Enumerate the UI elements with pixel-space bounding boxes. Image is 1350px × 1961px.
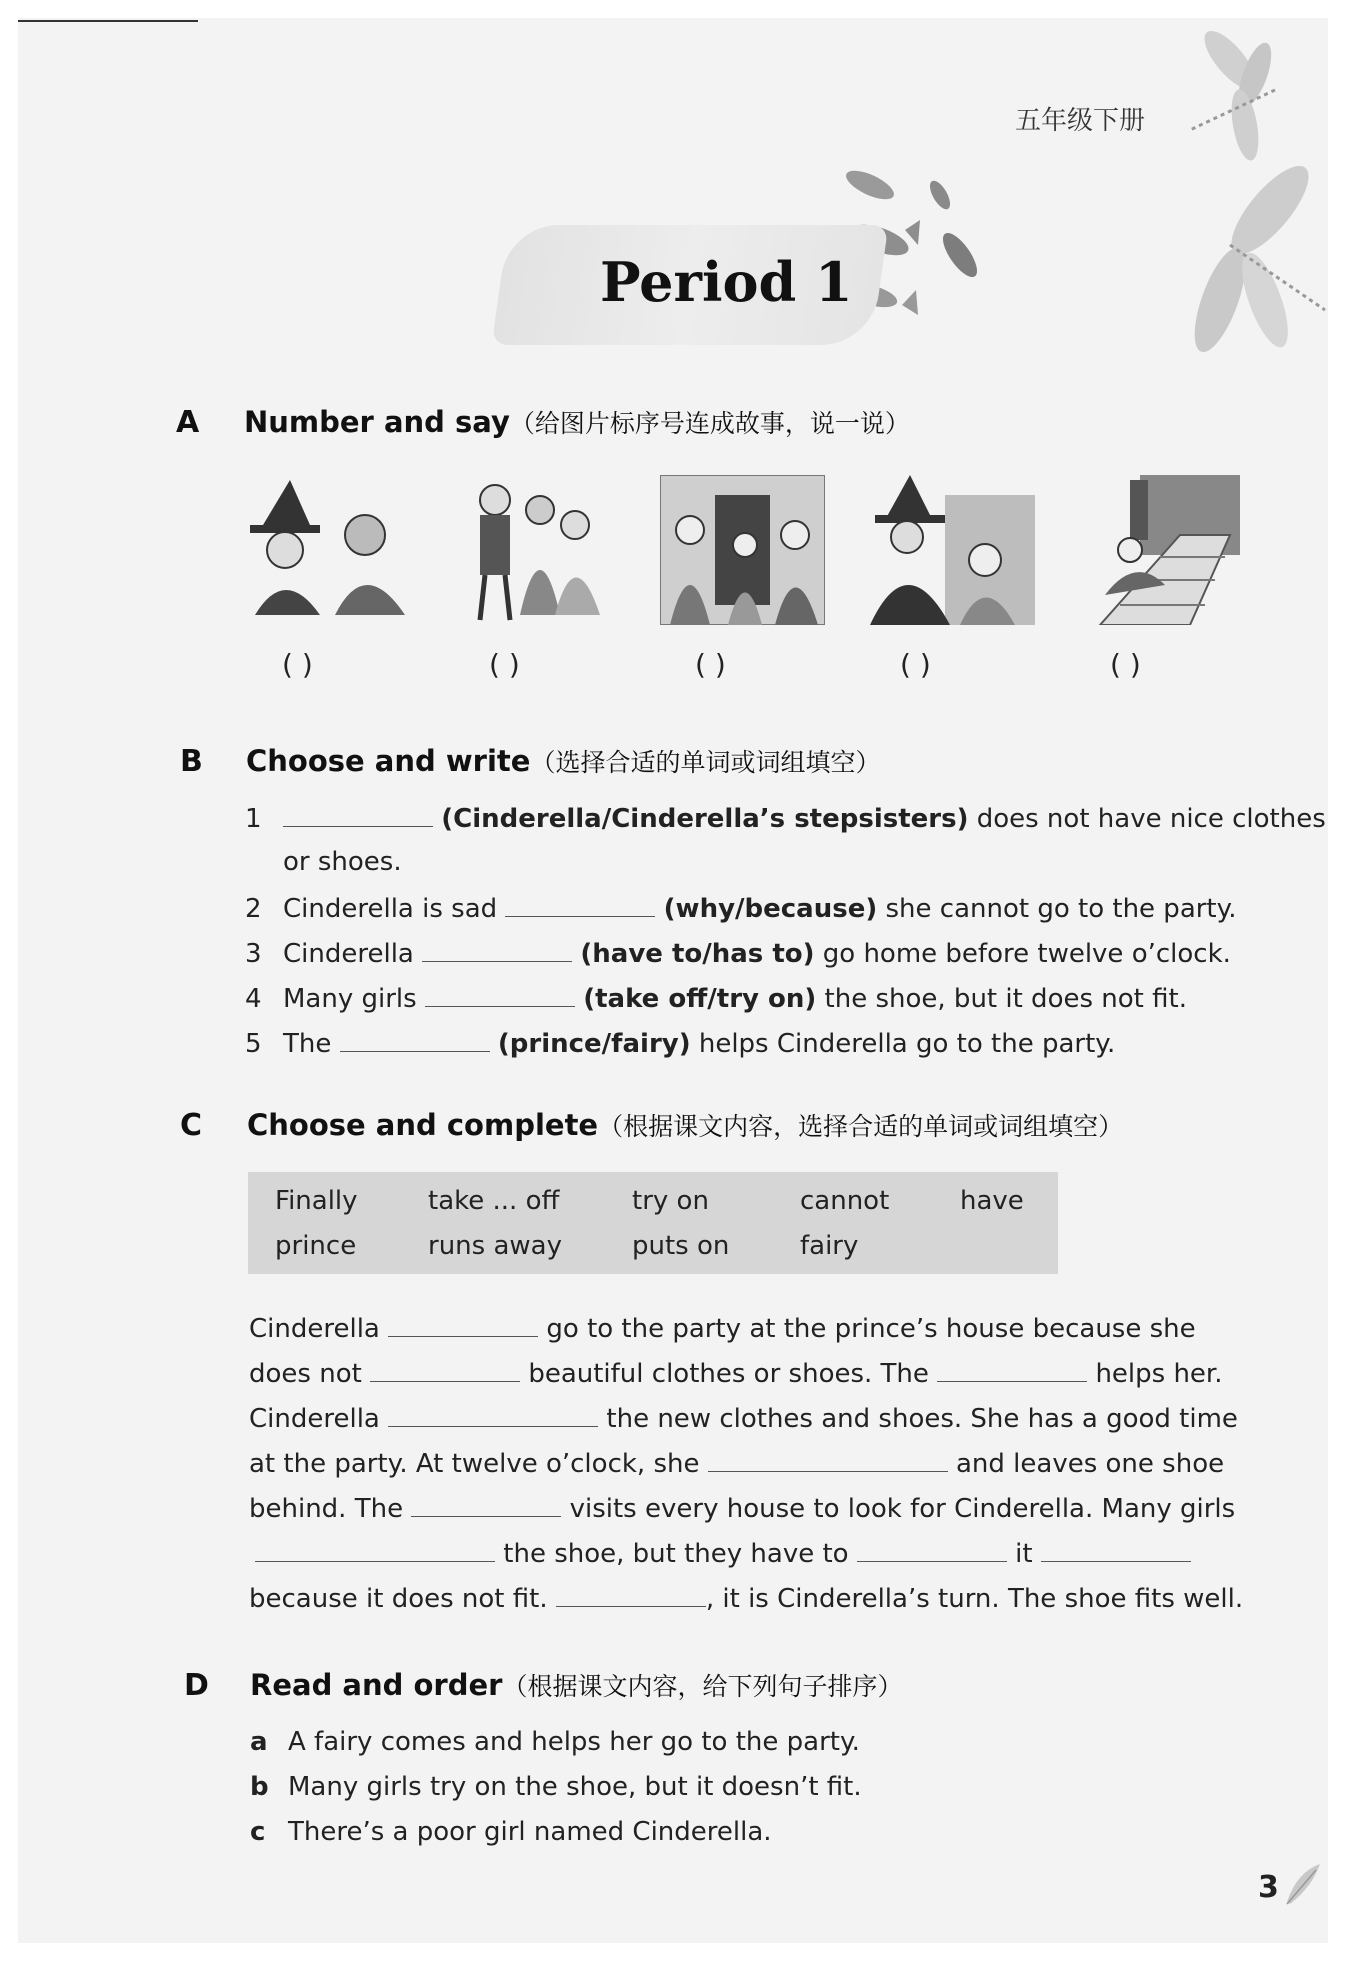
word-bank-item: take ... off bbox=[428, 1186, 560, 1216]
word-bank-item: Finally bbox=[275, 1186, 358, 1216]
c-blank[interactable] bbox=[857, 1537, 1007, 1562]
section-b-letter: B bbox=[180, 744, 203, 779]
b-blank-3[interactable] bbox=[422, 937, 572, 962]
b-blank-5[interactable] bbox=[340, 1027, 490, 1052]
c-blank[interactable] bbox=[708, 1447, 948, 1472]
answer-parens-2[interactable]: ( ) bbox=[489, 648, 520, 681]
running-down-stairs-picture bbox=[1080, 475, 1240, 625]
b-blank-4[interactable] bbox=[425, 982, 575, 1007]
b-item-2: 2 Cinderella is sad (why/because) she cannot go to the party. bbox=[245, 894, 1237, 924]
stepsisters-at-door-picture bbox=[660, 475, 825, 625]
section-a-letter: A bbox=[176, 405, 200, 440]
c-line-4: at the party. At twelve o’clock, she and leaves one shoe bbox=[249, 1449, 1225, 1479]
prince-and-girls-picture bbox=[455, 475, 610, 625]
b-item-5: 5 The (prince/fairy) helps Cinderella go to the party. bbox=[245, 1029, 1116, 1059]
section-a-title: Number and say（给图片标序号连成故事，说一说） bbox=[244, 405, 910, 439]
word-bank-item: try on bbox=[632, 1186, 709, 1216]
dragonfly-bottom-icon bbox=[1150, 150, 1330, 370]
d-item-c: c There’s a poor girl named Cinderella. bbox=[250, 1817, 772, 1847]
b-item-4: 4 Many girls (take off/try on) the shoe, but it does not fit. bbox=[245, 984, 1187, 1014]
witch-and-girl-picture bbox=[245, 475, 415, 625]
c-blank[interactable] bbox=[411, 1492, 561, 1517]
answer-parens-3[interactable]: ( ) bbox=[695, 648, 726, 681]
d-item-a: a A fairy comes and helps her go to the party. bbox=[250, 1727, 860, 1757]
c-line-1: Cinderella go to the party at the prince’s house because she bbox=[249, 1314, 1196, 1344]
answer-parens-1[interactable]: ( ) bbox=[282, 648, 313, 681]
d-item-b: b Many girls try on the shoe, but it doesn’t fit. bbox=[250, 1772, 862, 1802]
b-item-1-continued: or shoes. bbox=[283, 847, 402, 877]
c-blank[interactable] bbox=[388, 1312, 538, 1337]
word-bank-item: runs away bbox=[428, 1231, 562, 1261]
b-item-3: 3 Cinderella (have to/has to) go home before twelve o’clock. bbox=[245, 939, 1231, 969]
b-item-1: 1 (Cinderella/Cinderella’s stepsisters) does not have nice clothes bbox=[245, 804, 1326, 834]
c-blank[interactable] bbox=[937, 1357, 1087, 1382]
b-blank-2[interactable] bbox=[505, 892, 655, 917]
c-line-2: does not beautiful clothes or shoes. The helps her. bbox=[249, 1359, 1223, 1389]
answer-parens-4[interactable]: ( ) bbox=[900, 648, 931, 681]
c-line-7: because it does not fit. , it is Cinderella’s turn. The shoe fits well. bbox=[249, 1584, 1244, 1614]
section-c-letter: C bbox=[180, 1108, 203, 1143]
section-d-title: Read and order（根据课文内容，给下列句子排序） bbox=[250, 1668, 903, 1702]
word-bank-item: cannot bbox=[800, 1186, 890, 1216]
top-rule bbox=[18, 20, 198, 22]
feather-icon bbox=[1282, 1862, 1322, 1907]
answer-parens-5[interactable]: ( ) bbox=[1110, 648, 1141, 681]
dragonfly-top-icon bbox=[1150, 20, 1280, 170]
c-blank[interactable] bbox=[370, 1357, 520, 1382]
grade-label: 五年级下册 bbox=[1015, 106, 1146, 136]
fairy-and-crying-girl-picture bbox=[865, 475, 1035, 625]
page-number: 3 bbox=[1258, 1870, 1279, 1905]
c-line-6: the shoe, but they have to it bbox=[255, 1537, 1191, 1569]
c-blank[interactable] bbox=[255, 1537, 495, 1562]
c-blank[interactable] bbox=[1041, 1537, 1191, 1562]
word-bank-item: have bbox=[960, 1186, 1024, 1216]
c-blank[interactable] bbox=[556, 1582, 706, 1607]
section-c-title: Choose and complete（根据课文内容，选择合适的单词或词组填空） bbox=[247, 1108, 1124, 1142]
c-line-5: behind. The visits every house to look for Cinderella. Many girls bbox=[249, 1494, 1236, 1524]
word-bank-item: fairy bbox=[800, 1231, 859, 1261]
section-d-letter: D bbox=[184, 1668, 209, 1703]
word-bank-item: prince bbox=[275, 1231, 357, 1261]
c-line-3: Cinderella the new clothes and shoes. She has a good time bbox=[249, 1404, 1238, 1434]
b-blank-1[interactable] bbox=[283, 802, 433, 827]
c-blank[interactable] bbox=[388, 1402, 598, 1427]
section-b-title: Choose and write（选择合适的单词或词组填空） bbox=[246, 744, 881, 778]
word-bank-item: puts on bbox=[632, 1231, 730, 1261]
page-title: Period 1 bbox=[600, 250, 853, 314]
